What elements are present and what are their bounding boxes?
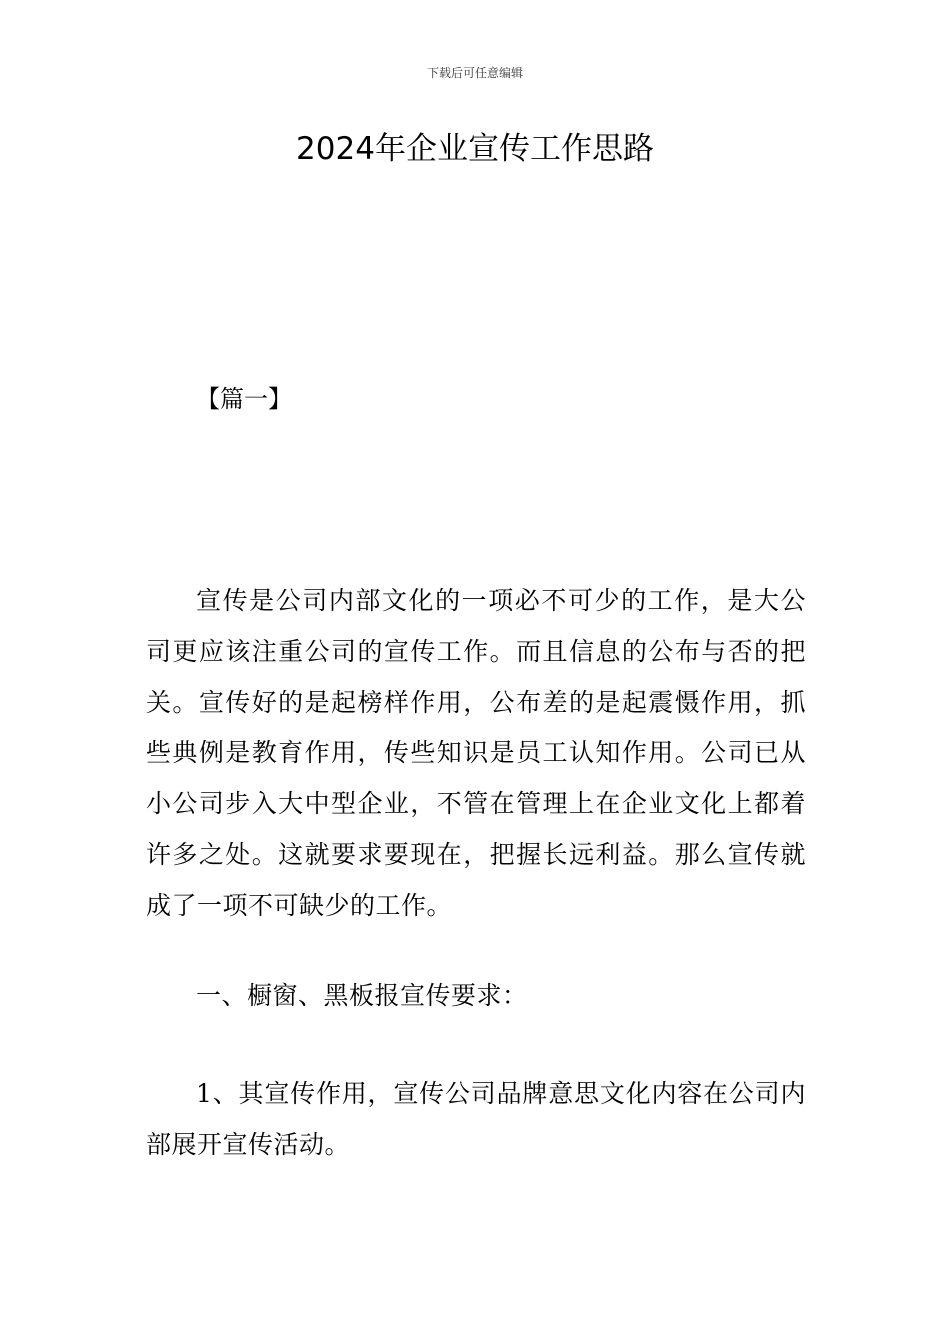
section-label: 【篇一】	[196, 385, 292, 413]
document-title: 2024年企业宣传工作思路	[296, 131, 654, 167]
section-heading-1: 一、橱窗、黑板报宣传要求：	[196, 981, 528, 1010]
intro-paragraph: 宣传是公司内部文化的一项必不可少的工作，是大公司更应该注重公司的宣传工作。而且信息的公布与否的把关。宣传好的是起榜样作用，公布差的是起震慑作用，抓些典例是教育作用，传些知识是员工认知作用。公司已从小公司步入大中型企业，不管在管理上在企业文化上都着许多之处。这就要求要现在，把握长远利益。那么宣传就成了一项不可缺少的工作。	[146, 586, 806, 920]
list-item-1: 1、其宣传作用，宣传公司品牌意思文化内容在公司内部展开宣传活动。	[146, 1079, 806, 1159]
header-note: 下载后可任意编辑	[426, 66, 523, 80]
